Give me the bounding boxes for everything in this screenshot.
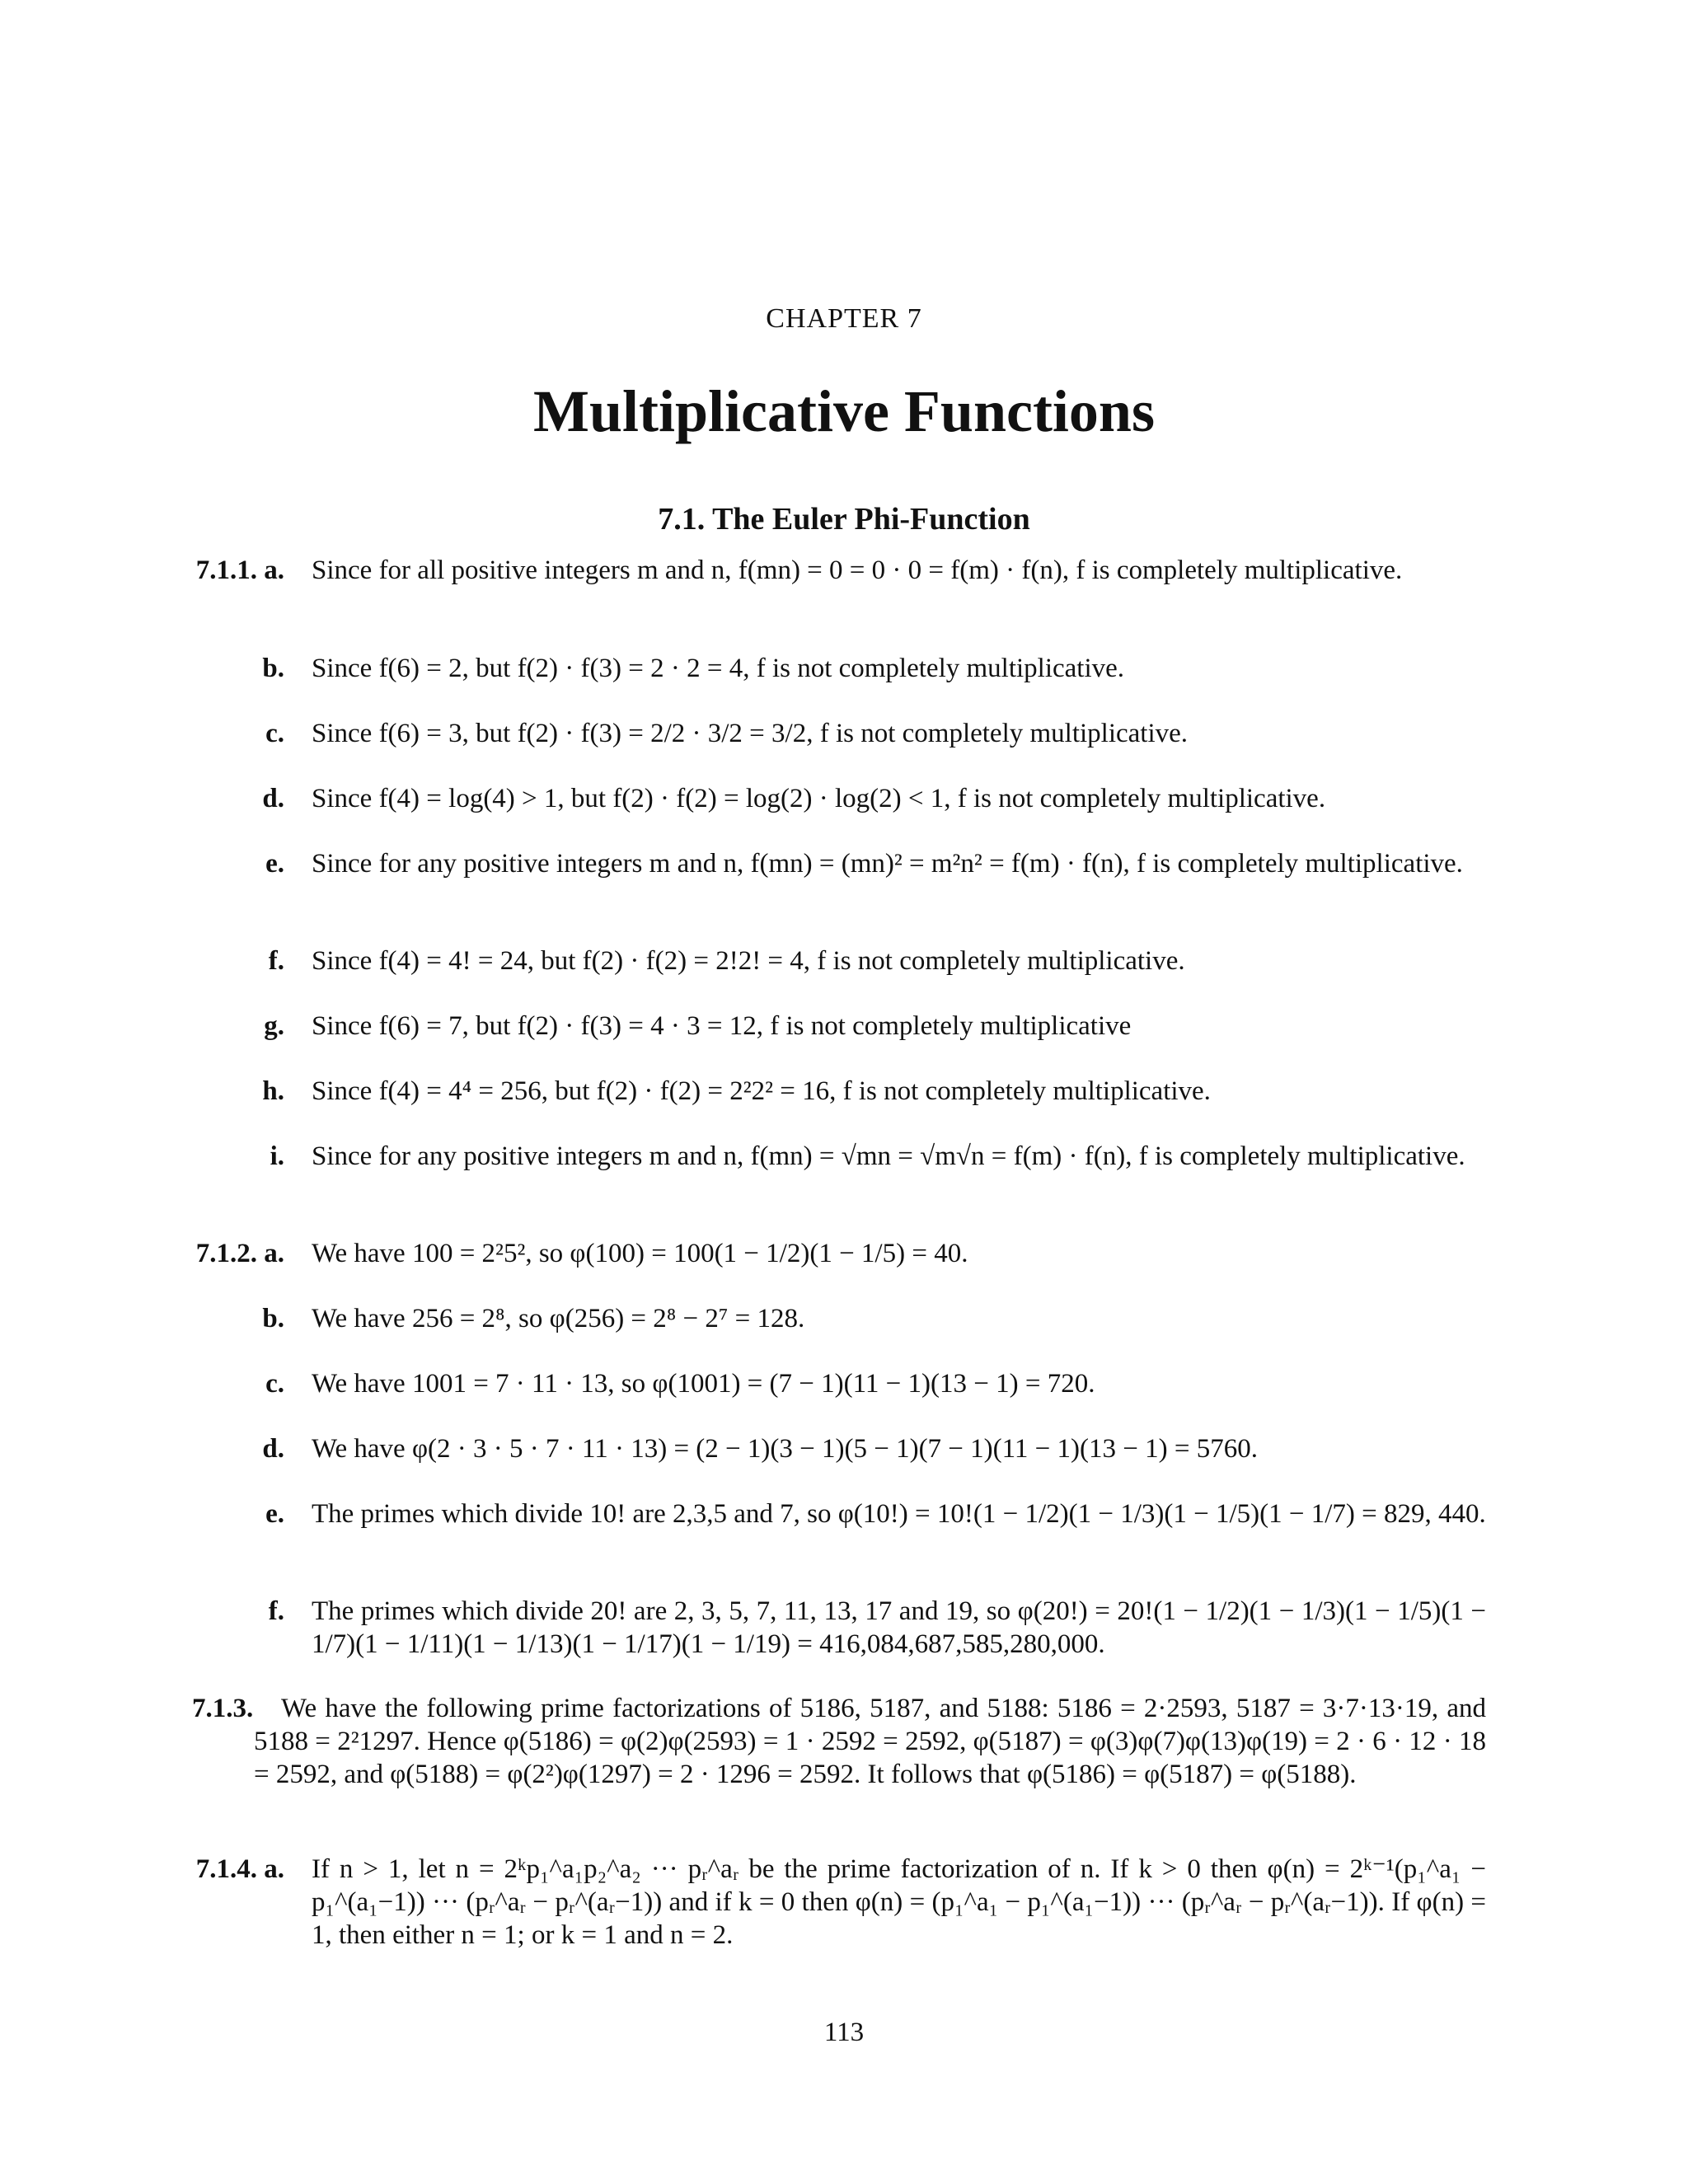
exercise-text: We have 256 = 2⁸, so φ(256) = 2⁸ − 2⁷ = 128. xyxy=(312,1304,805,1333)
exercise-label: f. xyxy=(268,1596,284,1626)
exercise-label: h. xyxy=(262,1076,284,1106)
exercise-text: Since f(6) = 2, but f(2) · f(3) = 2 · 2 = 4, f is not completely multiplicative. xyxy=(312,654,1125,683)
page-number: 113 xyxy=(823,2018,865,2047)
chapter-title: Multiplicative Functions xyxy=(533,378,1155,444)
exercise-label: c. xyxy=(265,1369,284,1399)
exercise-text: Since for any positive integers m and n, f(mn) = √mn = √m√n = f(m) · f(n), f is completely multiplicative. xyxy=(312,1141,1465,1171)
exercise-text: The primes which divide 20! are 2, 3, 5, 7, 11, 13, 17 and 19, so φ(20!) = 20!(1 − 1/2)(1 − 1/3)(1 − 1/5)(1 − 1/7)(1 − 1/11)(1 − 1/13)(1 − 1/17)(1 − 1/19) = 416,084,687,585,280,000. xyxy=(312,1596,1486,1659)
exercise-text: Since for any positive integers m and n, f(mn) = (mn)² = m²n² = f(m) · f(n), f is completely multiplicative. xyxy=(312,849,1463,879)
exercise-label: b. xyxy=(262,1304,284,1333)
exercise-label: 7.1.1. a. xyxy=(195,555,284,585)
exercise-label: e. xyxy=(265,849,284,879)
chapter-label: CHAPTER 7 xyxy=(766,303,922,334)
exercise-label: f. xyxy=(268,946,284,976)
exercise-text: Since f(4) = 4⁴ = 256, but f(2) · f(2) = 2²2² = 16, f is not completely multiplicative. xyxy=(312,1076,1211,1106)
exercise-label: c. xyxy=(265,719,284,748)
exercise-text: Since f(6) = 7, but f(2) · f(3) = 4 · 3 = 12, f is not completely multiplicative xyxy=(312,1011,1132,1041)
exercise-label: g. xyxy=(264,1011,284,1041)
section-title: 7.1. The Euler Phi-Function xyxy=(658,502,1030,537)
exercise-text: We have the following prime factorizations of 5186, 5187, and 5188: 5186 = 2·2593, 5187 = 3·7·13·19, and 5188 = 2²1297. Hence φ(5186) = φ(2)φ(2593) = 1 · 2592 = 2592, φ(5187) = φ(3)φ(7)φ(13)φ(19) = 2 · 6 · 12 · 18 = 2592, and φ(5188) = φ(2²)φ(1297) = 2 · 1296 = 2592. It follows that φ(5186) = φ(5187) = φ(5188). xyxy=(254,1694,1486,1789)
exercise-text: We have 100 = 2²5², so φ(100) = 100(1 − 1/2)(1 − 1/5) = 40. xyxy=(312,1239,968,1268)
exercise-text: We have φ(2 · 3 · 5 · 7 · 11 · 13) = (2 − 1)(3 − 1)(5 − 1)(7 − 1)(11 − 1)(13 − 1) = 5760. xyxy=(312,1434,1258,1464)
exercise-text: Since f(4) = 4! = 24, but f(2) · f(2) = 2!2! = 4, f is not completely multiplicative. xyxy=(312,946,1185,976)
exercise-text: If n > 1, let n = 2ᵏp₁^a₁p₂^a₂ ··· pᵣ^aᵣ be the prime factorization of n. If k > 0 then φ(n) = 2ᵏ⁻¹(p₁^a₁ − p₁^(a₁−1)) ··· (pᵣ^aᵣ − pᵣ^(aᵣ−1)) and if k = 0 then φ(n) = (p₁^a₁ − p₁^(a₁−1)) ··· (pᵣ^aᵣ − pᵣ^(aᵣ−1)). If φ(n) = 1, then either n = 1; or k = 1 and n = 2. xyxy=(312,1854,1486,1950)
exercise-text: We have 1001 = 7 · 11 · 13, so φ(1001) = (7 − 1)(11 − 1)(13 − 1) = 720. xyxy=(312,1369,1095,1399)
exercise-label: b. xyxy=(262,654,284,683)
exercise-label: 7.1.2. a. xyxy=(195,1239,284,1268)
exercise-text: Since f(4) = log(4) > 1, but f(2) · f(2) = log(2) · log(2) < 1, f is not completely multiplicative. xyxy=(312,784,1326,813)
exercise-text: Since f(6) = 3, but f(2) · f(3) = 2/2 · 3/2 = 3/2, f is not completely multiplicative. xyxy=(312,719,1189,748)
exercise-label: 7.1.3. xyxy=(192,1694,254,1723)
exercise-label: d. xyxy=(262,1434,284,1464)
exercise-text: Since for all positive integers m and n, f(mn) = 0 = 0 · 0 = f(m) · f(n), f is completely multiplicative. xyxy=(312,555,1403,585)
exercise-label: e. xyxy=(265,1499,284,1529)
exercise-label: 7.1.4. a. xyxy=(195,1854,284,1884)
exercise-text: The primes which divide 10! are 2,3,5 and 7, so φ(10!) = 10!(1 − 1/2)(1 − 1/3)(1 − 1/5)(1 − 1/7) = 829, 440. xyxy=(312,1499,1486,1529)
exercise-label: i. xyxy=(270,1141,284,1171)
exercise-label: d. xyxy=(262,784,284,813)
